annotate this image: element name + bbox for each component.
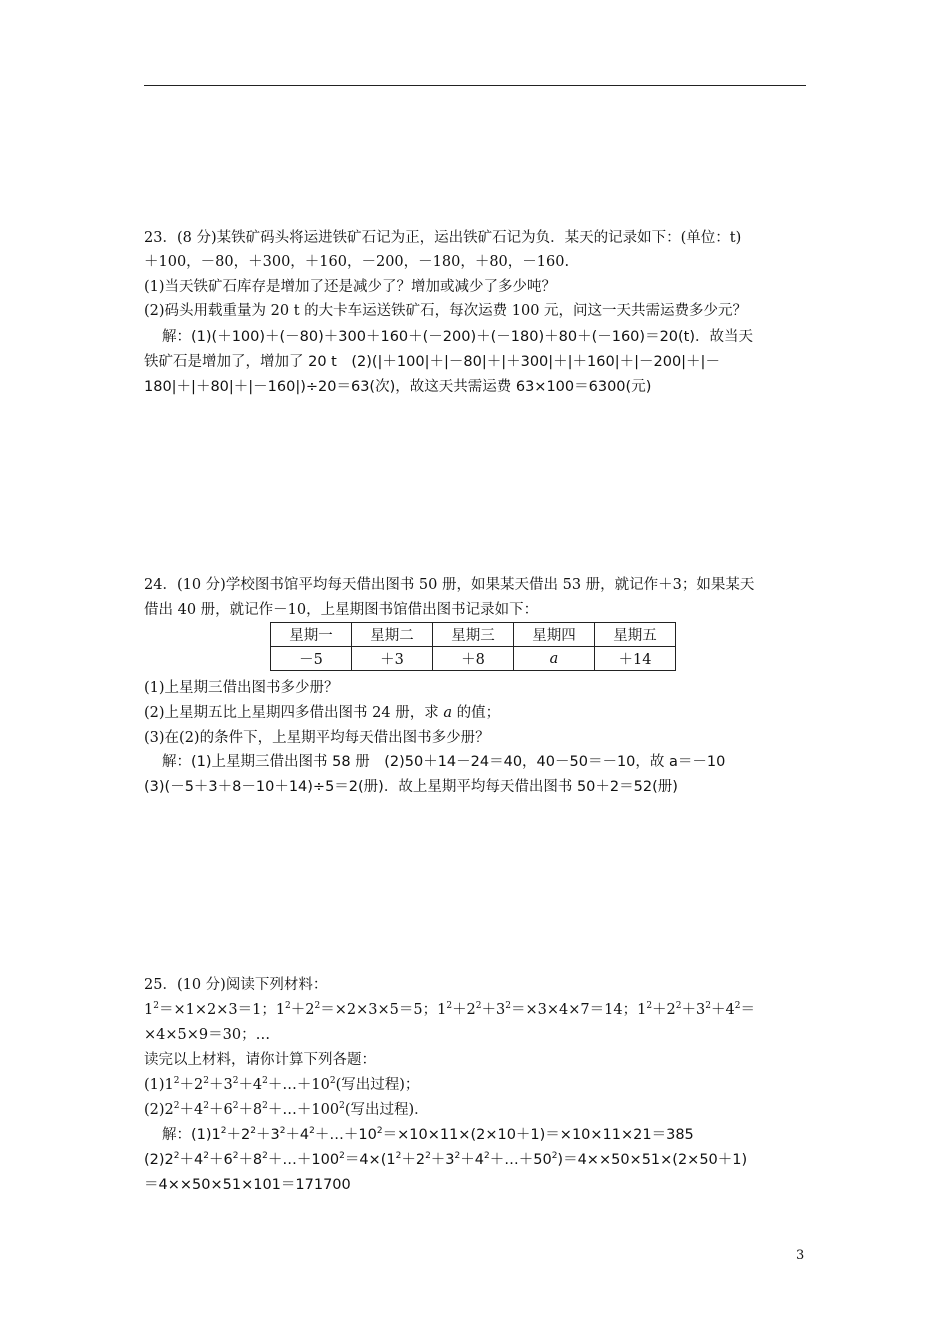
q23-text-2: ＋100，－80，＋300，＋160，－200，－180，＋80，－160. [144,254,570,270]
q25-solution-1: 解：$(1)1^2+2^2+3^2+4^2+\dots+10^2=\times 10\times 11\times(2\times 10+1)=\times 10\times 11\times 21=385$ [162,1126,694,1143]
table-row [271,647,676,671]
q24-part2-variable: a [443,705,452,721]
q25-part2: $(2)2^2+4^2+6^2+8^2+\dots+100^2$(写出过程)． [144,1101,429,1118]
q23-part1: (1)当天铁矿石库存是增加了还是减少了？增加或减少了多少吨？ [144,279,557,295]
table-header-row [271,623,676,647]
q24-part1: (1)上星期三借出图书多少册？ [144,680,339,696]
q24-text-1: 24．(10 分)学校图书馆平均每天借出图书 50 册，如果某天借出 53 册，就记作＋3；如果某天 [144,577,755,593]
table-header-cell: 星期二 [352,623,433,647]
q24-part2 [144,703,500,723]
table-cell: a [514,647,595,671]
table-cell: －5 [271,647,352,671]
q24-part2-text-b: 的值； [451,705,501,721]
page-number: 3 [796,1248,805,1263]
table-header-cell: 星期五 [595,623,676,647]
header-rule [144,85,806,86]
table-cell: ＋14 [595,647,676,671]
q23-part2: (2)码头用载重量为 20 t 的大卡车运送铁矿石，每次运费 100 元，问这一天共需运费多少元？ [144,303,748,319]
q23-solution-2: 铁矿石是增加了，增加了 20 t (2)(|＋100|＋|－80|＋|＋300|＋|＋160|＋|－200|＋|－ [144,354,720,370]
q25-part2-suffix: (写出过程)． [344,1102,429,1118]
table-header-cell: 星期三 [433,623,514,647]
q24-solution-2: (3)(－5＋3＋8－10＋14)÷5＝2(册)．故上星期平均每天借出图书 50＋2＝52(册) [144,779,678,795]
table-header-cell: 星期一 [271,623,352,647]
q23-solution-1: 解：(1)(＋100)＋(－80)＋300＋160＋(－200)＋(－180)＋80＋(－160)＝20(t)．故当天 [162,329,754,345]
q24-text-2: 借出 40 册，就记作－10，上星期图书馆借出图书记录如下： [144,602,539,618]
weekday-record-table [270,622,676,671]
q25-material-1: $1^2=\times 1\times 2\times 3=1$；$1^2+2^2=\times 2\times 3\times 5=5$；$1^2+2^2+3^2=\times 3\times 4\times 7=14$；$1^2+2^2+3^2+4^2=$ [144,1001,755,1018]
q25-text-2: 读完以上材料，请你计算下列各题： [144,1052,376,1068]
q25-text-1: 25．(10 分)阅读下列材料： [144,977,328,993]
q25-solution-2: $(2)2^2+4^2+6^2+8^2+\dots+100^2=4\times(1^2+2^2+3^2+4^2+\dots+50^2)=4\times\times 50\times 51\times(2\times 50+1)$ [144,1151,748,1168]
q23-text-1: 23．(8 分)某铁矿码头将运进铁矿石记为正，运出铁矿石记为负．某天的记录如下：(单位：t) [144,230,742,246]
q24-part2-text-a: (2)上星期五比上星期四多借出图书 24 册，求 [144,705,444,721]
q25-part1-suffix: (写出过程)； [335,1077,420,1093]
q25-part1: $(1)1^2+2^2+3^2+4^2+\dots+10^2$(写出过程)； [144,1076,420,1093]
q24-part3: (3)在(2)的条件下，上星期平均每天借出图书多少册？ [144,730,490,746]
table-header-cell: 星期四 [514,623,595,647]
table-cell: ＋3 [352,647,433,671]
q25-solution-3: ＝4××50×51×101＝171700 [144,1177,351,1193]
table-cell: ＋8 [433,647,514,671]
q24-solution-1: 解：(1)上星期三借出图书 58 册 (2)50＋14－24＝40，40－50＝－10，故 a＝－10 [162,754,726,770]
q25-material-2: ×4×5×9＝30；… [144,1027,271,1043]
q23-solution-3: 180|＋|＋80|＋|－160|)÷20＝63(次)，故这天共需运费 63×100＝6300(元) [144,379,652,395]
